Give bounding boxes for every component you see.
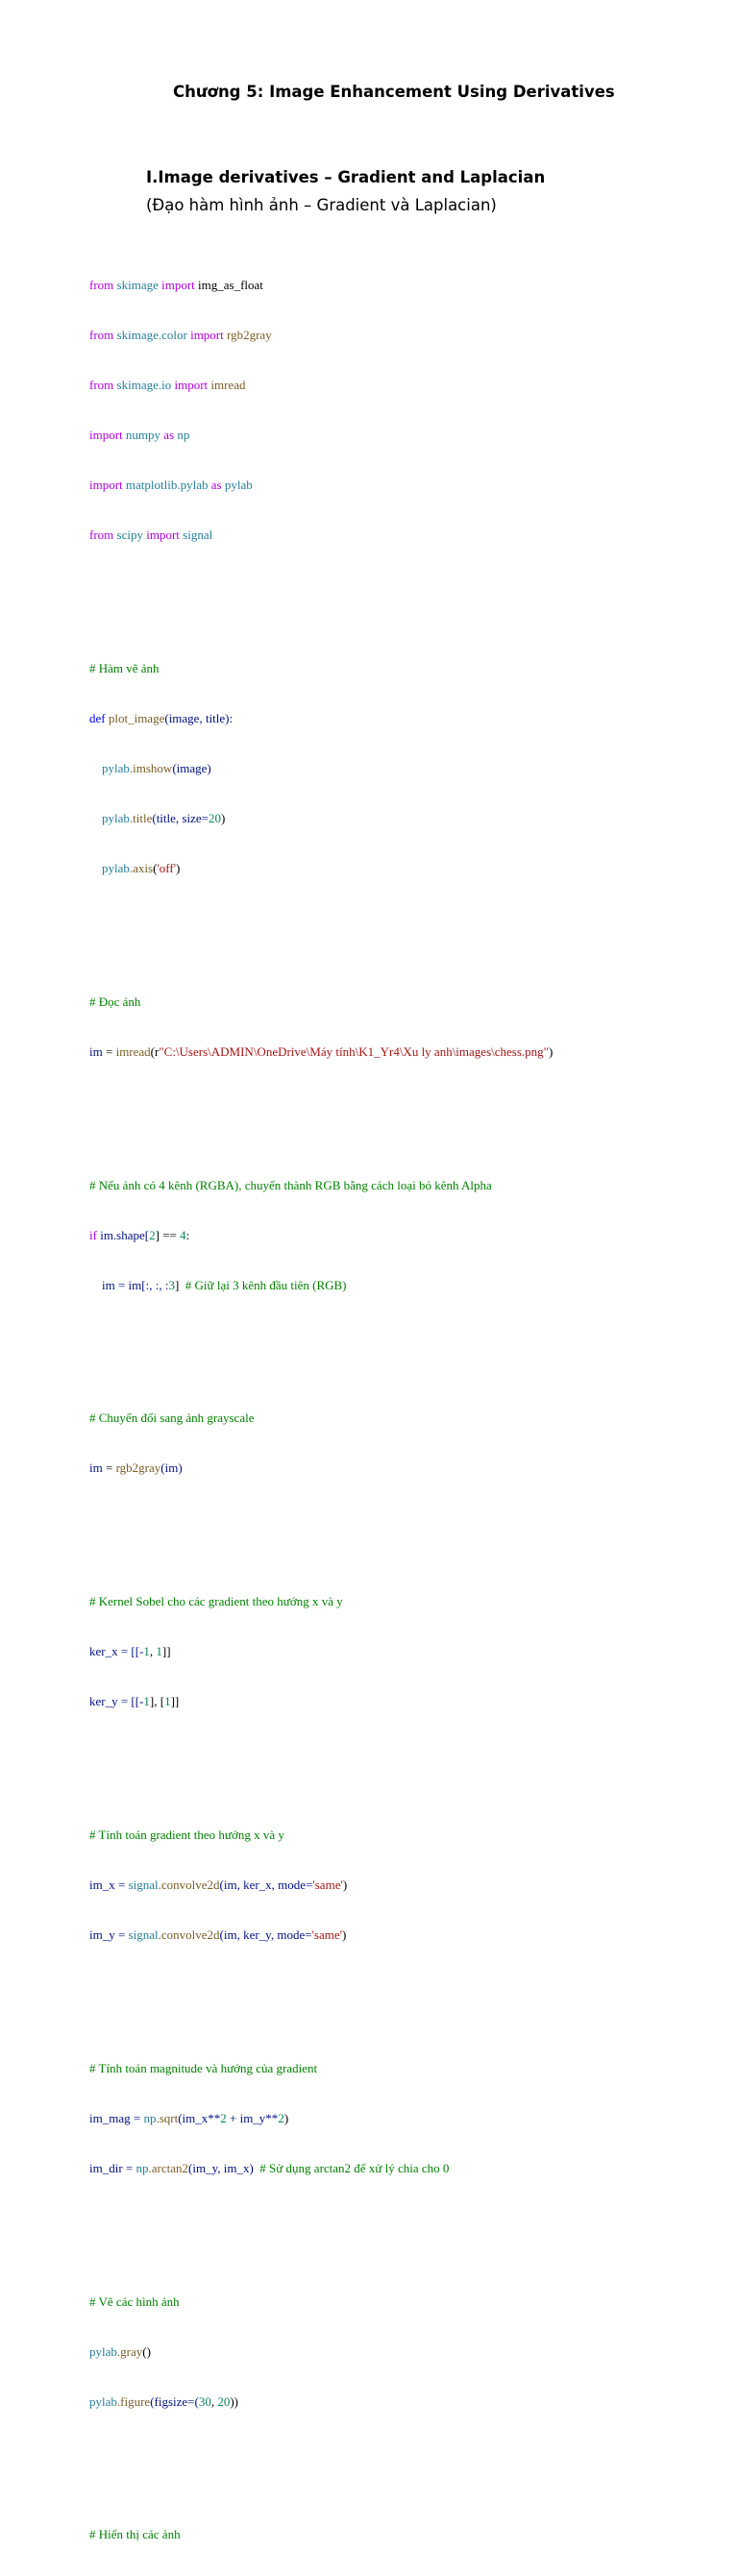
method-name: .imshow — [129, 761, 173, 775]
punctuation: ) — [548, 1043, 554, 1059]
punctuation: () — [142, 2343, 151, 2359]
keyword: from — [89, 328, 114, 343]
code-line — [89, 994, 553, 1010]
code-line — [89, 1227, 553, 1243]
method-name: .figure — [116, 2393, 151, 2409]
import-name: signal — [183, 527, 213, 543]
punctuation: ]] — [170, 1694, 180, 1709]
code-line — [89, 2343, 553, 2360]
module-name: matplotlib.pylab — [125, 478, 209, 493]
expression: ker_y = [[- — [89, 1694, 144, 1709]
function-call: imread — [115, 1043, 151, 1059]
keyword: as — [163, 428, 175, 443]
number-literal: 4 — [180, 1227, 186, 1242]
code-comment: # Kernel Sobel cho các gradient theo hướng x và y — [89, 1594, 343, 1609]
punctuation: : — [185, 1227, 190, 1242]
module-name: scipy — [116, 527, 143, 543]
code-line — [89, 760, 553, 776]
code-line — [89, 277, 553, 293]
arguments: (im_x** — [178, 2110, 221, 2125]
function-call: rgb2gray — [115, 1460, 161, 1476]
keyword: import — [89, 478, 123, 493]
object-name: pylab — [102, 761, 130, 775]
expression: ] == — [155, 1227, 181, 1242]
punctuation: , — [210, 2393, 218, 2409]
params: (image, title): — [164, 710, 234, 725]
code-line — [89, 2393, 553, 2410]
keyword: import — [146, 527, 180, 543]
code-line — [89, 1593, 553, 1609]
module-alias: np — [177, 428, 190, 443]
code-line — [89, 1877, 553, 1893]
function-name: plot_image — [108, 710, 165, 725]
expression: ker_x = [[- — [89, 1644, 144, 1659]
method-name: .gray — [116, 2343, 143, 2359]
chapter-title: Chương 5: Image Enhancement Using Derivatives — [173, 83, 615, 101]
expression: im.shape[ — [96, 1227, 150, 1242]
expression: im = im[:, :, : — [102, 1277, 169, 1292]
method-name: .arctan2 — [148, 2160, 189, 2175]
code-comment: # Sử dụng arctan2 để xử lý chia cho 0 — [259, 2160, 450, 2175]
number-literal: 20 — [208, 811, 221, 826]
expression: im_x = — [89, 1877, 129, 1893]
keyword: import — [161, 278, 195, 293]
arguments: + im_y** — [226, 2110, 279, 2125]
arguments: (im, ker_x, mode= — [219, 1877, 313, 1893]
arguments: (title, size= — [152, 811, 209, 826]
punctuation: ) — [342, 1877, 348, 1893]
code-line — [89, 1827, 553, 1843]
expression: im_y = — [89, 1927, 129, 1943]
punctuation: ) — [283, 2110, 289, 2125]
punctuation: ( — [153, 861, 158, 876]
code-line — [89, 710, 553, 726]
variable: im — [89, 1043, 103, 1059]
import-name: img_as_float — [198, 278, 263, 293]
code-line — [89, 1926, 553, 1943]
method-name: .axis — [129, 861, 154, 876]
punctuation: ] — [174, 1277, 185, 1292]
number-literal: 1 — [164, 1694, 171, 1709]
code-comment: # Hàm vẽ ảnh — [89, 660, 160, 675]
blank-line — [89, 2443, 553, 2460]
punctuation: ) — [220, 811, 226, 826]
arguments: (figsize=( — [150, 2393, 199, 2409]
blank-line — [89, 577, 553, 593]
keyword: import — [174, 378, 209, 393]
punctuation: ], [ — [149, 1694, 165, 1709]
code-line — [89, 860, 553, 876]
expression: im_dir = — [89, 2160, 136, 2175]
blank-line — [89, 1093, 553, 1110]
punctuation: ) — [176, 861, 181, 876]
keyword: def — [89, 710, 106, 725]
keyword: from — [89, 378, 114, 393]
arguments: (im, ker_y, mode= — [219, 1927, 312, 1943]
section-subtitle: (Đạo hàm hình ảnh – Gradient và Laplacian) — [146, 196, 497, 214]
code-line — [89, 1410, 553, 1426]
keyword: from — [89, 527, 114, 543]
variable: im — [89, 1460, 103, 1476]
code-line — [89, 377, 553, 393]
keyword: as — [210, 478, 222, 493]
keyword: import — [190, 328, 224, 343]
code-line — [89, 527, 553, 543]
code-comment: # Đọc ảnh — [89, 994, 141, 1009]
number-literal: 20 — [217, 2393, 231, 2409]
code-comment: # Chuyển đổi sang ảnh grayscale — [89, 1411, 255, 1426]
method-name: .convolve2d — [158, 1877, 220, 1893]
code-line — [89, 477, 553, 493]
module-name: pylab — [89, 2343, 117, 2359]
string-literal: 'same' — [311, 1927, 342, 1943]
import-name: imread — [210, 378, 246, 393]
blank-line — [89, 1509, 553, 1526]
code-line — [89, 1277, 553, 1293]
code-line — [89, 2294, 553, 2310]
punctuation: ]] — [161, 1644, 171, 1659]
arguments: (im) — [160, 1460, 183, 1476]
module-name: skimage — [116, 278, 159, 293]
module-name: signal — [128, 1927, 159, 1943]
section-title: I.Image derivatives – Gradient and Laplacian — [146, 168, 546, 186]
code-line — [89, 2526, 553, 2542]
object-name: pylab — [102, 811, 130, 826]
number-literal: 1 — [143, 1694, 150, 1709]
arguments: (im_y, im_x) — [188, 2160, 260, 2175]
arguments: (image) — [172, 761, 211, 775]
code-line — [89, 660, 553, 676]
code-line — [89, 327, 553, 343]
import-name: rgb2gray — [227, 328, 272, 343]
operator: = — [102, 1043, 116, 1059]
code-line — [89, 1643, 553, 1659]
keyword: from — [89, 278, 114, 293]
module-name: pylab — [89, 2393, 117, 2409]
code-comment: # Tính toán gradient theo hướng x và y — [89, 1828, 284, 1842]
code-block — [89, 227, 553, 2576]
punctuation: , — [149, 1644, 157, 1659]
module-name: skimage.color — [116, 328, 187, 343]
string-literal: 'same' — [312, 1877, 343, 1893]
code-line — [89, 1460, 553, 1476]
punctuation: )) — [230, 2393, 239, 2409]
code-line — [89, 810, 553, 826]
method-name: .sqrt — [156, 2110, 179, 2125]
code-comment: # Nếu ảnh có 4 kênh (RGBA), chuyển thành RGB bằng cách loại bỏ kênh Alpha — [89, 1177, 492, 1192]
module-name: signal — [128, 1877, 159, 1893]
string-literal: 'off' — [157, 861, 177, 876]
code-comment: # Tính toán magnitude và hướng của gradient — [89, 2060, 318, 2075]
number-literal: 2 — [220, 2110, 227, 2125]
code-line — [89, 2110, 553, 2126]
number-literal: 1 — [143, 1644, 150, 1659]
module-alias: pylab — [224, 478, 253, 493]
punctuation: ) — [341, 1927, 347, 1943]
blank-line — [89, 910, 553, 926]
code-line — [89, 1177, 553, 1193]
expression: im_mag = — [89, 2110, 144, 2125]
blank-line — [89, 2210, 553, 2226]
code-comment: # Vẽ các hình ảnh — [89, 2294, 180, 2309]
module-name: np — [135, 2160, 149, 2175]
code-line — [89, 1693, 553, 1709]
number-literal: 3 — [168, 1277, 175, 1292]
punctuation: (r — [150, 1043, 160, 1059]
code-comment: # Giữ lại 3 kênh đầu tiên (RGB) — [184, 1277, 347, 1292]
keyword: import — [89, 428, 123, 443]
code-line — [89, 2060, 553, 2076]
module-name: np — [143, 2110, 157, 2125]
code-line — [89, 2160, 553, 2176]
method-name: .title — [129, 811, 153, 826]
operator: = — [102, 1460, 116, 1476]
code-comment: # Hiển thị các ảnh — [89, 2527, 181, 2542]
blank-line — [89, 1743, 553, 1759]
number-literal: 1 — [156, 1644, 162, 1659]
object-name: pylab — [102, 861, 130, 876]
string-literal: "C:\Users\ADMIN\OneDrive\Máy tính\K1_Yr4\Xu ly anh\images\chess.png" — [159, 1043, 549, 1059]
module-name: numpy — [125, 428, 161, 443]
method-name: .convolve2d — [158, 1927, 220, 1943]
blank-line — [89, 1976, 553, 1993]
code-line — [89, 1043, 553, 1060]
keyword: if — [89, 1227, 97, 1242]
number-literal: 2 — [149, 1227, 156, 1242]
number-literal: 30 — [198, 2393, 211, 2409]
number-literal: 2 — [278, 2110, 284, 2125]
code-line — [89, 427, 553, 443]
blank-line — [89, 1327, 553, 1343]
module-name: skimage.io — [116, 378, 172, 393]
